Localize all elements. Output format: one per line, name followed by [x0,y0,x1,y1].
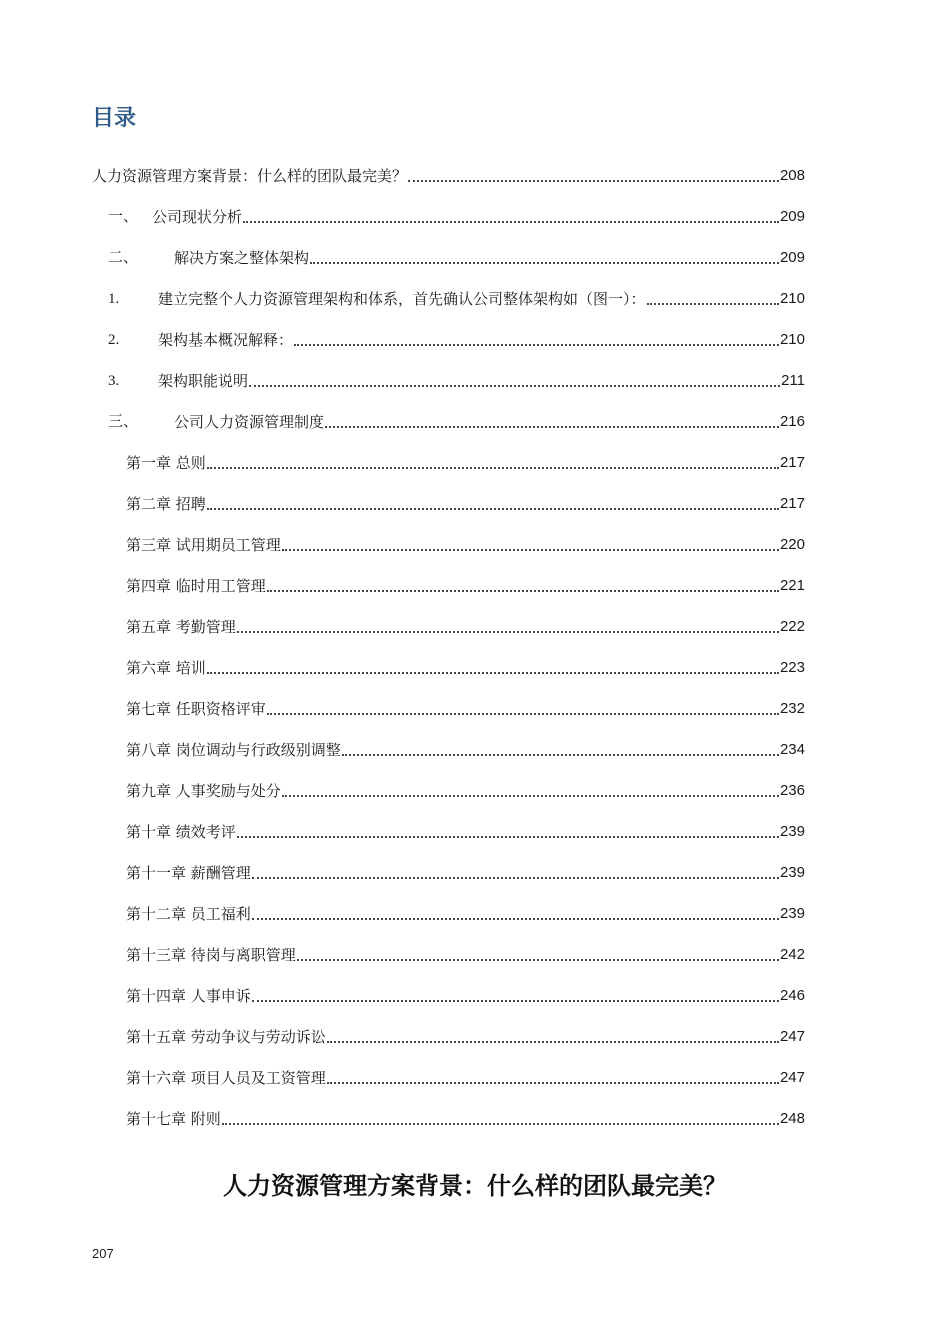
toc-entry-number: 2. [108,332,120,348]
toc-dot-leader [325,420,779,428]
toc-entry-text: 人力资源管理方案背景：什么样的团队最完美？ [92,167,408,185]
toc-dot-leader [294,338,779,346]
toc-dot-leader [249,379,780,387]
toc-page-number: 246 [779,987,805,1004]
toc-dot-leader [207,666,779,674]
toc-entry[interactable] [92,761,805,802]
toc-entry[interactable] [92,392,805,433]
toc-dot-leader [297,953,779,961]
toc-page-number: 211 [781,372,805,389]
toc-dot-leader [282,789,779,797]
toc-entry-text: 第六章 培训 [126,659,206,677]
toc-entry[interactable] [92,884,805,925]
toc-page-number: 209 [779,249,805,266]
toc-entry-text: 第十二章 员工福利 [126,905,251,923]
toc-entry[interactable] [92,1089,805,1130]
toc-entry[interactable] [92,146,805,187]
toc-dot-leader [282,543,779,551]
toc-entry[interactable] [92,1007,805,1048]
toc-entry-text: 第十一章 薪酬管理 [126,864,251,882]
toc-page-number: 220 [779,536,805,553]
toc-entry[interactable] [92,638,805,679]
section-title: 人力资源管理方案背景：什么样的团队最完美？ [223,1171,727,1200]
toc-entry[interactable] [92,925,805,966]
toc-page-number: 217 [779,454,805,471]
toc-entry-text: 第四章 临时用工管理 [126,577,266,595]
toc-entry-text: 第五章 考勤管理 [126,618,236,636]
toc-entry-text: 公司人力资源管理制度 [174,413,325,431]
toc-entry-text: 架构职能说明 [158,372,249,390]
toc-page-number: 248 [779,1110,805,1127]
toc-page-number: 232 [779,700,805,717]
toc-list [92,146,805,1130]
toc-entry-text: 第十四章 人事申诉 [126,987,251,1005]
toc-entry[interactable] [92,269,805,310]
toc-dot-leader [207,461,779,469]
toc-page-number: 210 [779,290,805,307]
toc-entry[interactable] [92,597,805,638]
toc-entry-number: 一、 [108,209,139,225]
toc-page-number: 208 [779,167,805,184]
toc-page-number: 239 [779,864,805,881]
toc-page-number: 234 [779,741,805,758]
toc-page-number: 247 [779,1069,805,1086]
toc-entry[interactable] [92,679,805,720]
toc-entry[interactable] [92,515,805,556]
toc-dot-leader [267,707,779,715]
toc-entry[interactable] [92,556,805,597]
toc-entry-number: 3. [108,373,120,389]
toc-entry-text: 第一章 总则 [126,454,206,472]
toc-entry-text: 第二章 招聘 [126,495,206,513]
toc-heading: 目录 [92,106,137,131]
toc-page-number: 221 [779,577,805,594]
toc-entry[interactable] [92,187,805,228]
toc-entry-number: 1. [108,291,120,307]
toc-dot-leader [408,174,779,182]
page-number: 207 [92,1246,114,1261]
toc-page-number: 247 [779,1028,805,1045]
toc-dot-leader [207,502,779,510]
toc-entry-text: 第十七章 附则 [126,1110,221,1128]
toc-entry-text: 第八章 岗位调动与行政级别调整 [126,741,341,759]
toc-page-number: 210 [779,331,805,348]
toc-entry[interactable] [92,351,805,392]
toc-page-number: 222 [779,618,805,635]
toc-dot-leader [243,215,779,223]
toc-dot-leader [310,256,779,264]
toc-entry-text: 第九章 人事奖励与处分 [126,782,281,800]
toc-entry-text: 第十三章 待岗与离职管理 [126,946,296,964]
toc-page-number: 216 [779,413,805,430]
toc-page-number: 236 [779,782,805,799]
toc-dot-leader [342,748,779,756]
toc-entry-text: 第七章 任职资格评审 [126,700,266,718]
toc-page-number: 209 [779,208,805,225]
toc-entry-text: 第十章 绩效考评 [126,823,236,841]
toc-dot-leader [222,1117,779,1125]
toc-dot-leader [267,584,779,592]
toc-page-number: 242 [779,946,805,963]
toc-dot-leader [327,1035,779,1043]
toc-dot-leader [647,297,779,305]
toc-entry[interactable] [92,720,805,761]
toc-entry-text: 第三章 试用期员工管理 [126,536,281,554]
toc-dot-leader [252,994,779,1002]
toc-entry[interactable] [92,310,805,351]
toc-entry-number: 三、 [108,414,139,430]
toc-page-number: 239 [779,905,805,922]
toc-entry-text: 第十五章 劳动争议与劳动诉讼 [126,1028,326,1046]
toc-entry[interactable] [92,474,805,515]
toc-entry-text: 架构基本概况解释： [158,331,294,349]
toc-dot-leader [237,830,779,838]
toc-entry-text: 公司现状分析 [152,208,243,226]
toc-dot-leader [252,871,779,879]
toc-entry[interactable] [92,228,805,269]
toc-page-number: 239 [779,823,805,840]
toc-dot-leader [237,625,779,633]
toc-entry-number: 二、 [108,250,139,266]
toc-entry[interactable] [92,966,805,1007]
toc-entry[interactable] [92,1048,805,1089]
toc-entry[interactable] [92,433,805,474]
toc-entry-text: 第十六章 项目人员及工资管理 [126,1069,326,1087]
toc-entry-text: 建立完整个人力资源管理架构和体系，首先确认公司整体架构如（图一）： [158,290,646,308]
toc-entry[interactable] [92,802,805,843]
toc-page-number: 223 [779,659,805,676]
toc-entry-text: 解决方案之整体架构 [174,249,310,267]
toc-entry[interactable] [92,843,805,884]
toc-dot-leader [327,1076,779,1084]
toc-dot-leader [252,912,779,920]
toc-page-number: 217 [779,495,805,512]
